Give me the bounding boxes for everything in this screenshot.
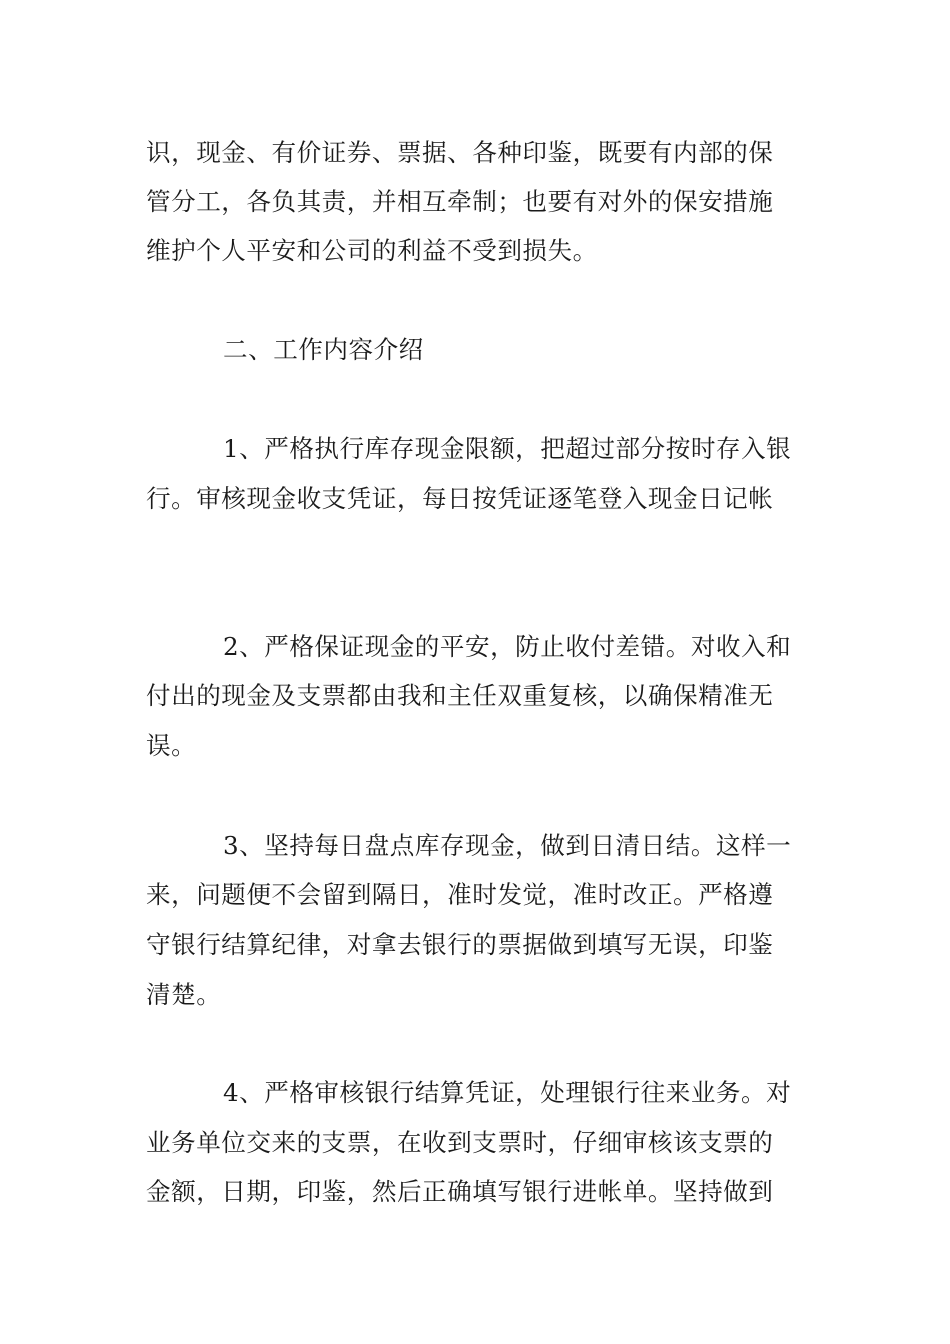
item-1-line-1: 1、严格执行库存现金限额，把超过部分按时存入银 [223,434,792,463]
item-4-line-2: 业务单位交来的支票，在收到支票时，仔细审核该支票的 [146,1128,774,1157]
item-4-line-3: 金额，日期，印鉴，然后正确填写银行进帐单。坚持做到 [146,1177,774,1206]
item-3-line-3: 守银行结算纪律，对拿去银行的票据做到填写无误，印鉴 [146,930,774,959]
item-2-line-1: 2、严格保证现金的平安，防止收付差错。对收入和 [223,632,792,661]
item-4-line-1: 4、严格审核银行结算凭证，处理银行往来业务。对 [223,1078,792,1107]
item-2-line-3: 误。 [146,731,197,760]
item-2-line-2: 付出的现金及支票都由我和主任双重复核，以确保精准无 [146,681,774,710]
paragraph-line-2: 管分工，各负其责，并相互牵制；也要有对外的保安措施 [146,187,774,216]
paragraph-line-1: 识，现金、有价证券、票据、各种印鉴，既要有内部的保 [146,138,774,167]
item-1-line-2: 行。审核现金收支凭证，每日按凭证逐笔登入现金日记帐 [146,484,774,513]
item-3-line-1: 3、坚持每日盘点库存现金，做到日清日结。这样一 [223,831,792,860]
item-3-line-4: 清楚。 [146,980,222,1009]
item-3-line-2: 来，问题便不会留到隔日，准时发觉，准时改正。严格遵 [146,880,774,909]
paragraph-line-3: 维护个人平安和公司的利益不受到损失。 [146,236,598,265]
section-heading: 二、工作内容介绍 [223,335,424,364]
